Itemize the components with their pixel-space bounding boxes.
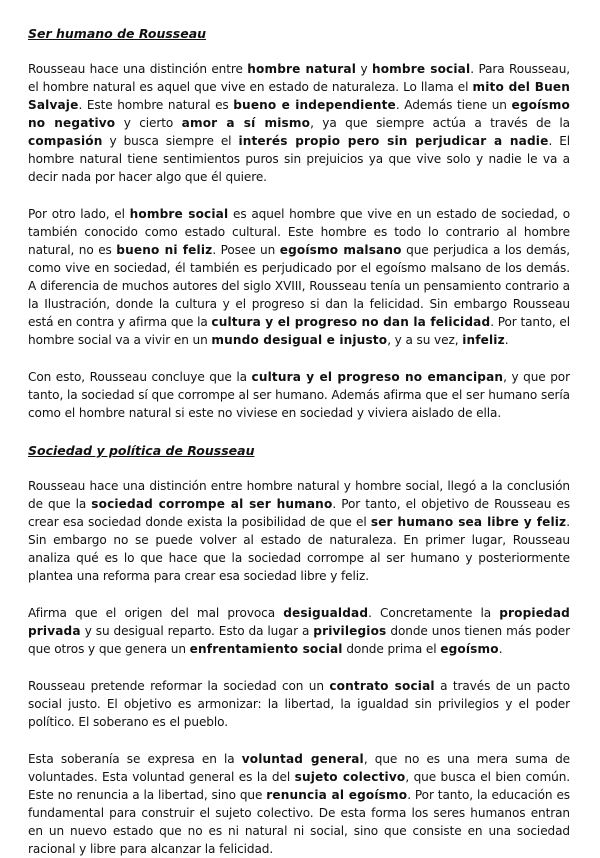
text-run: y busca siempre el: [102, 134, 239, 148]
text-run: Afirma que el origen del mal provoca: [28, 606, 284, 620]
text-run: . Posee un: [212, 243, 280, 257]
bold-term: renuncia al egoísmo: [266, 788, 408, 802]
paragraph-sociedad-corrompe: [28, 477, 570, 585]
text-run: . Por tanto, el hombre social va a vivir en un: [28, 315, 570, 347]
text-run: y: [356, 62, 372, 76]
section-title-sociedad-politica: Sociedad y política de Rousseau: [28, 443, 255, 458]
text-run: que perjudica a los demás, como vive en sociedad, él también es perjudicado por el egoísmo malsano de los demás. A diferencia de muchos autores del siglo XVIII, Rousseau tenía un pensamiento contrario a la Ilustración, donde la cultura y el progreso si dan la felicidad. Sin embargo Rousseau está en contra y afirma que la: [28, 243, 570, 329]
text-run: . Por tanto, la educación es fundamental para construir el sujeto colectivo. De esta forma los seres humanos entran en un nuevo estado que no es ni natural ni social, sino que consiste en una sociedad racional y libre para alcanzar la felicidad.: [28, 788, 571, 856]
paragraph-conclusion: [28, 368, 570, 422]
bold-term: voluntad general: [241, 752, 364, 766]
bold-term: infeliz: [462, 333, 505, 347]
paragraph-hombre-natural: [28, 60, 570, 186]
bold-term: enfrentamiento social: [189, 642, 343, 656]
bold-term: cultura y el progreso no dan la felicidad: [211, 315, 491, 329]
bold-term: egoísmo no negativo: [28, 98, 570, 130]
text-run: Rousseau hace una distinción entre: [28, 62, 248, 76]
bold-term: privilegios: [313, 624, 387, 638]
bold-term: hombre natural: [247, 62, 357, 76]
text-run: , y a su vez,: [387, 333, 463, 347]
text-run: . Para Rousseau, el hombre natural es aquel que vive en estado de naturaleza. Lo llama el: [28, 62, 571, 94]
text-run: . Este hombre natural es: [78, 98, 234, 112]
text-run: Por otro lado, el: [28, 207, 130, 221]
text-run: . Concretamente la: [368, 606, 500, 620]
text-run: , y que por tanto, la sociedad sí que corrompe al ser humano. Además afirma que el ser humano sería como el hombre natural si este no viviese en sociedad y viviera aislado de ella.: [28, 370, 570, 420]
bold-term: compasión: [28, 134, 103, 148]
bold-term: hombre social: [371, 62, 471, 76]
bold-term: mundo desigual e injusto: [211, 333, 388, 347]
text-run: y cierto: [115, 116, 182, 130]
text-run: Con esto, Rousseau concluye que la: [28, 370, 252, 384]
text-run: Rousseau pretende reformar la sociedad con un: [28, 679, 330, 693]
bold-term: propiedad privada: [28, 606, 570, 638]
paragraph-hombre-social: [28, 205, 570, 349]
text-run: Rousseau hace una distinción entre hombre natural y hombre social, llegó a la conclusión de que la: [28, 479, 570, 511]
bold-term: sujeto colectivo: [294, 770, 406, 784]
text-run: . El hombre natural tiene sentimientos puros sin prejuicios ya que vive solo y nadie le va a decir nada por hacer algo que él quiere.: [28, 134, 570, 184]
paragraph-contrato-social: [28, 677, 570, 731]
text-run: donde unos tienen más poder que otros y que genera un: [28, 624, 570, 656]
bold-term: ser humano sea libre y feliz: [370, 515, 567, 529]
text-run: donde prima el: [342, 642, 441, 656]
text-run: es aquel hombre que vive en un estado de sociedad, o también conocido como estado cultural. Este hombre es todo lo contrario al hombre natural, no es: [28, 207, 570, 257]
text-run: . Además tiene un: [395, 98, 512, 112]
text-run: .: [504, 333, 509, 347]
paragraph-voluntad-general: [28, 750, 570, 858]
bold-term: bueno ni feliz: [116, 243, 213, 257]
bold-term: amor a sí mismo: [181, 116, 311, 130]
section-title-ser-humano: Ser humano de Rousseau: [28, 26, 207, 41]
text-run: . Por tanto, el objetivo de Rousseau es crear esa sociedad donde exista la posibilidad de que el: [28, 497, 570, 529]
text-run: , ya que siempre actúa a través de la: [310, 116, 570, 130]
text-run: . Sin embargo no se puede volver al estado de naturaleza. En primer lugar, Rousseau analiza qué es lo que hace que la sociedad corrompe al ser humano y posteriormente plantea una reforma para crear esa sociedad libre y feliz.: [28, 515, 570, 583]
paragraph-origen-mal: [28, 604, 570, 658]
bold-term: desigualdad: [283, 606, 369, 620]
text-run: , que no es una mera suma de voluntades. Esta voluntad general es la del: [28, 752, 570, 784]
bold-term: interés propio pero sin perjudicar a nadie: [238, 134, 549, 148]
bold-term: mito del Buen Salvaje: [28, 80, 570, 112]
bold-term: egoísmo malsano: [279, 243, 402, 257]
bold-term: egoísmo: [440, 642, 499, 656]
document-page: [28, 25, 570, 858]
bold-term: contrato social: [329, 679, 435, 693]
text-run: , que busca el bien común. Este no renuncia a la libertad, sino que: [28, 770, 571, 802]
text-run: a través de un pacto social justo. El objetivo es armonizar: la libertad, la igualdad sin privilegios y el poder político. El soberano es el pueblo.: [28, 679, 570, 729]
text-run: .: [498, 642, 503, 656]
text-run: y su desigual reparto. Esto da lugar a: [80, 624, 314, 638]
bold-term: cultura y el progreso no emancipan: [251, 370, 504, 384]
text-run: Esta soberanía se expresa en la: [28, 752, 242, 766]
bold-term: hombre social: [129, 207, 229, 221]
bold-term: sociedad corrompe al ser humano: [91, 497, 333, 511]
bold-term: bueno e independiente: [233, 98, 396, 112]
